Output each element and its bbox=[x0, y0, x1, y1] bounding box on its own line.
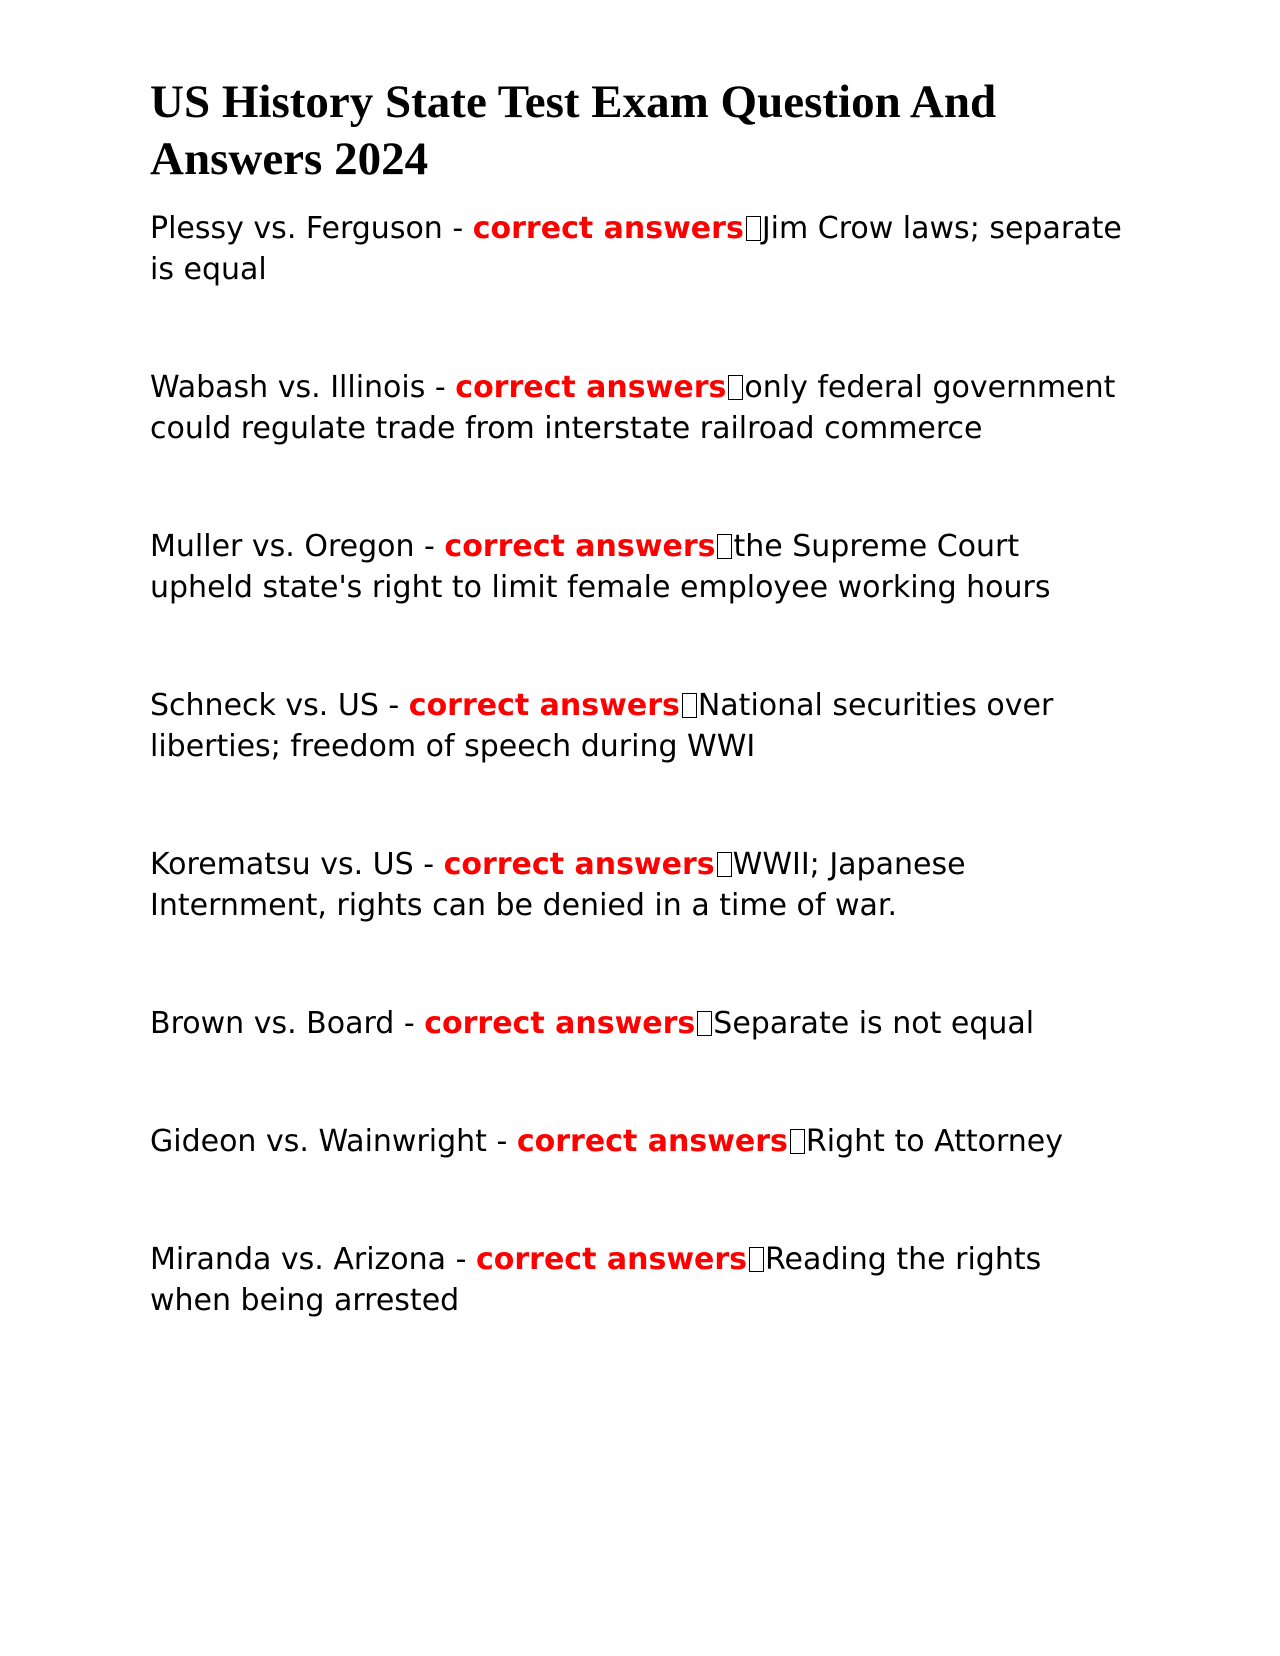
qa-item bbox=[150, 526, 1130, 608]
missing-glyph-icon bbox=[728, 375, 743, 400]
qa-item bbox=[150, 1239, 1130, 1321]
answer-text: Right to Attorney bbox=[805, 1124, 1064, 1159]
qa-item bbox=[150, 844, 1130, 926]
missing-glyph-icon bbox=[749, 1247, 764, 1272]
missing-glyph-icon bbox=[697, 1011, 712, 1036]
qa-item bbox=[150, 1003, 1130, 1044]
question-text: Brown vs. Board - bbox=[150, 1006, 425, 1041]
qa-item bbox=[150, 685, 1130, 767]
answer-text: National securities over liberties; freedom of speech during WWI bbox=[150, 688, 1054, 764]
correct-answers-label: correct answers bbox=[455, 370, 727, 405]
answer-text: only federal government could regulate trade from interstate railroad commerce bbox=[150, 370, 1116, 446]
correct-answers-label: correct answers bbox=[444, 529, 716, 564]
question-text: Wabash vs. Illinois - bbox=[150, 370, 456, 405]
qa-item bbox=[150, 1121, 1130, 1162]
answer-text: WWII; Japanese Internment, rights can be denied in a time of war. bbox=[150, 847, 966, 923]
missing-glyph-icon bbox=[717, 852, 732, 877]
correct-answers-label: correct answers bbox=[475, 1242, 748, 1277]
question-text: Korematsu vs. US - bbox=[150, 847, 444, 882]
answer-text: Separate is not equal bbox=[713, 1006, 1035, 1041]
qa-item bbox=[150, 367, 1130, 449]
answer-text: Jim Crow laws; separate is equal bbox=[150, 211, 1122, 287]
missing-glyph-icon bbox=[717, 534, 732, 559]
qa-item bbox=[150, 208, 1130, 290]
correct-answers-label: correct answers bbox=[443, 847, 715, 882]
missing-glyph-icon bbox=[790, 1129, 805, 1154]
qa-list bbox=[150, 208, 1130, 1321]
correct-answers-label: correct answers bbox=[472, 211, 744, 246]
document-page bbox=[150, 74, 1130, 1398]
missing-glyph-icon bbox=[746, 216, 761, 241]
document-title: US History State Test Exam Question And Answers 2024 bbox=[150, 76, 997, 185]
correct-answers-label: correct answers bbox=[516, 1124, 788, 1159]
correct-answers-label: correct answers bbox=[424, 1006, 696, 1041]
answer-text: the Supreme Court upheld state's right to limit female employee working hours bbox=[150, 529, 1051, 605]
question-text: Miranda vs. Arizona - bbox=[150, 1242, 476, 1277]
answer-text: Reading the rights when being arrested bbox=[150, 1242, 1042, 1318]
question-text: Muller vs. Oregon - bbox=[150, 529, 445, 564]
question-text: Gideon vs. Wainwright - bbox=[150, 1124, 517, 1159]
question-text: Schneck vs. US - bbox=[150, 688, 409, 723]
correct-answers-label: correct answers bbox=[408, 688, 680, 723]
question-text: Plessy vs. Ferguson - bbox=[150, 211, 473, 246]
missing-glyph-icon bbox=[682, 693, 697, 718]
